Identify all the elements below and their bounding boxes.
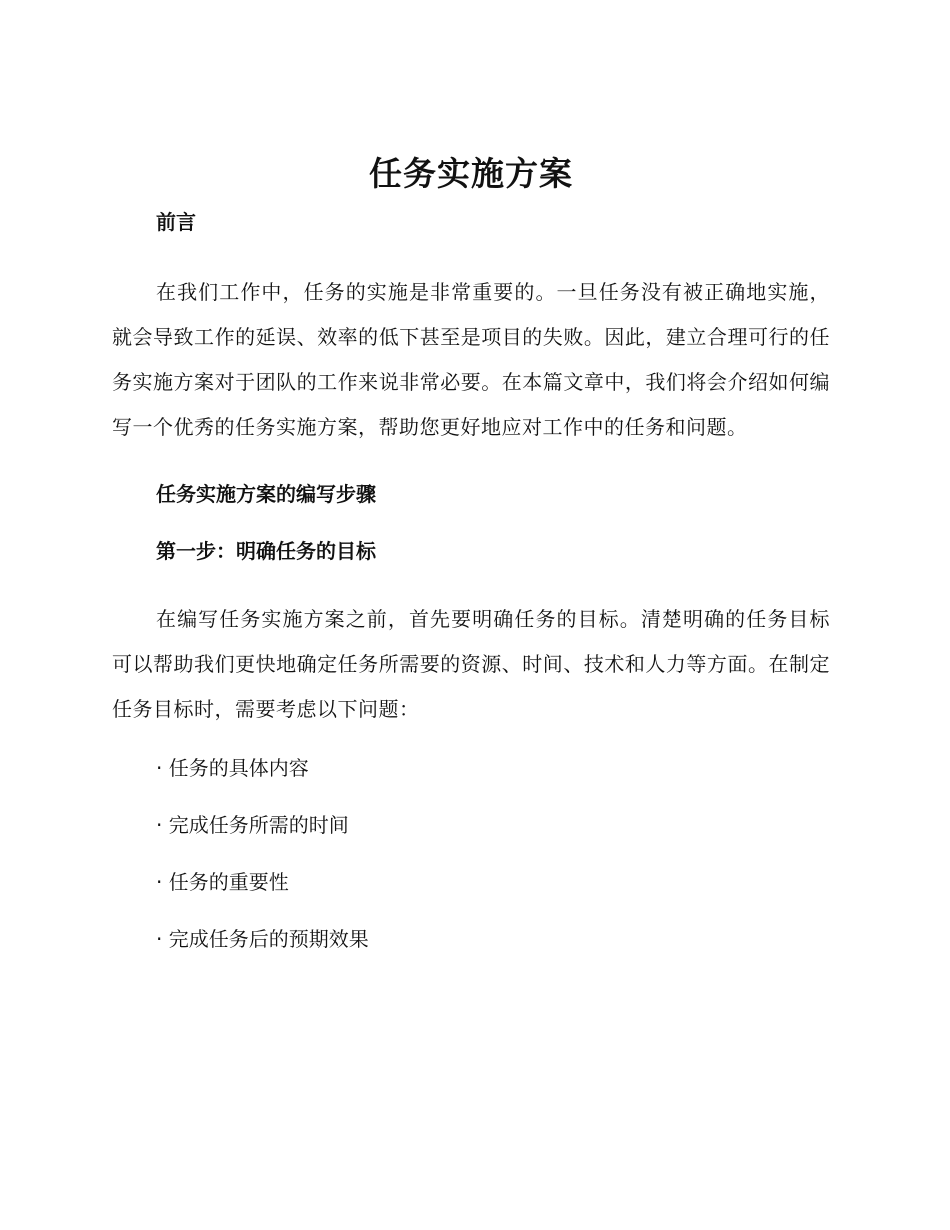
step1-paragraph: 在编写任务实施方案之前，首先要明确任务的目标。清楚明确的任务目标可以帮助我们更快地确定任务所需要的资源、时间、技术和人力等方面。在制定任务目标时，需要考虑以下问题：: [112, 607, 830, 721]
list-item: · 完成任务所需的时间: [156, 813, 349, 837]
intro-heading: 前言: [156, 210, 196, 234]
list-item: · 任务的具体内容: [156, 756, 309, 780]
step1-heading: 第一步：明确任务的目标: [156, 539, 376, 563]
intro-paragraph: 在我们工作中，任务的实施是非常重要的。一旦任务没有被正确地实施，就会导致工作的延误、效率的低下甚至是项目的失败。因此，建立合理可行的任务实施方案对于团队的工作来说非常必要。在本篇文章中，我们将会介绍如何编写一个优秀的任务实施方案，帮助您更好地应对工作中的任务和问题。: [112, 280, 830, 439]
list-item: · 任务的重要性: [156, 870, 289, 894]
step1-bullet-list: [112, 754, 830, 953]
list-item: · 完成任务后的预期效果: [156, 927, 369, 951]
steps-heading: 任务实施方案的编写步骤: [156, 482, 376, 506]
document-title: 任务实施方案: [369, 154, 573, 193]
